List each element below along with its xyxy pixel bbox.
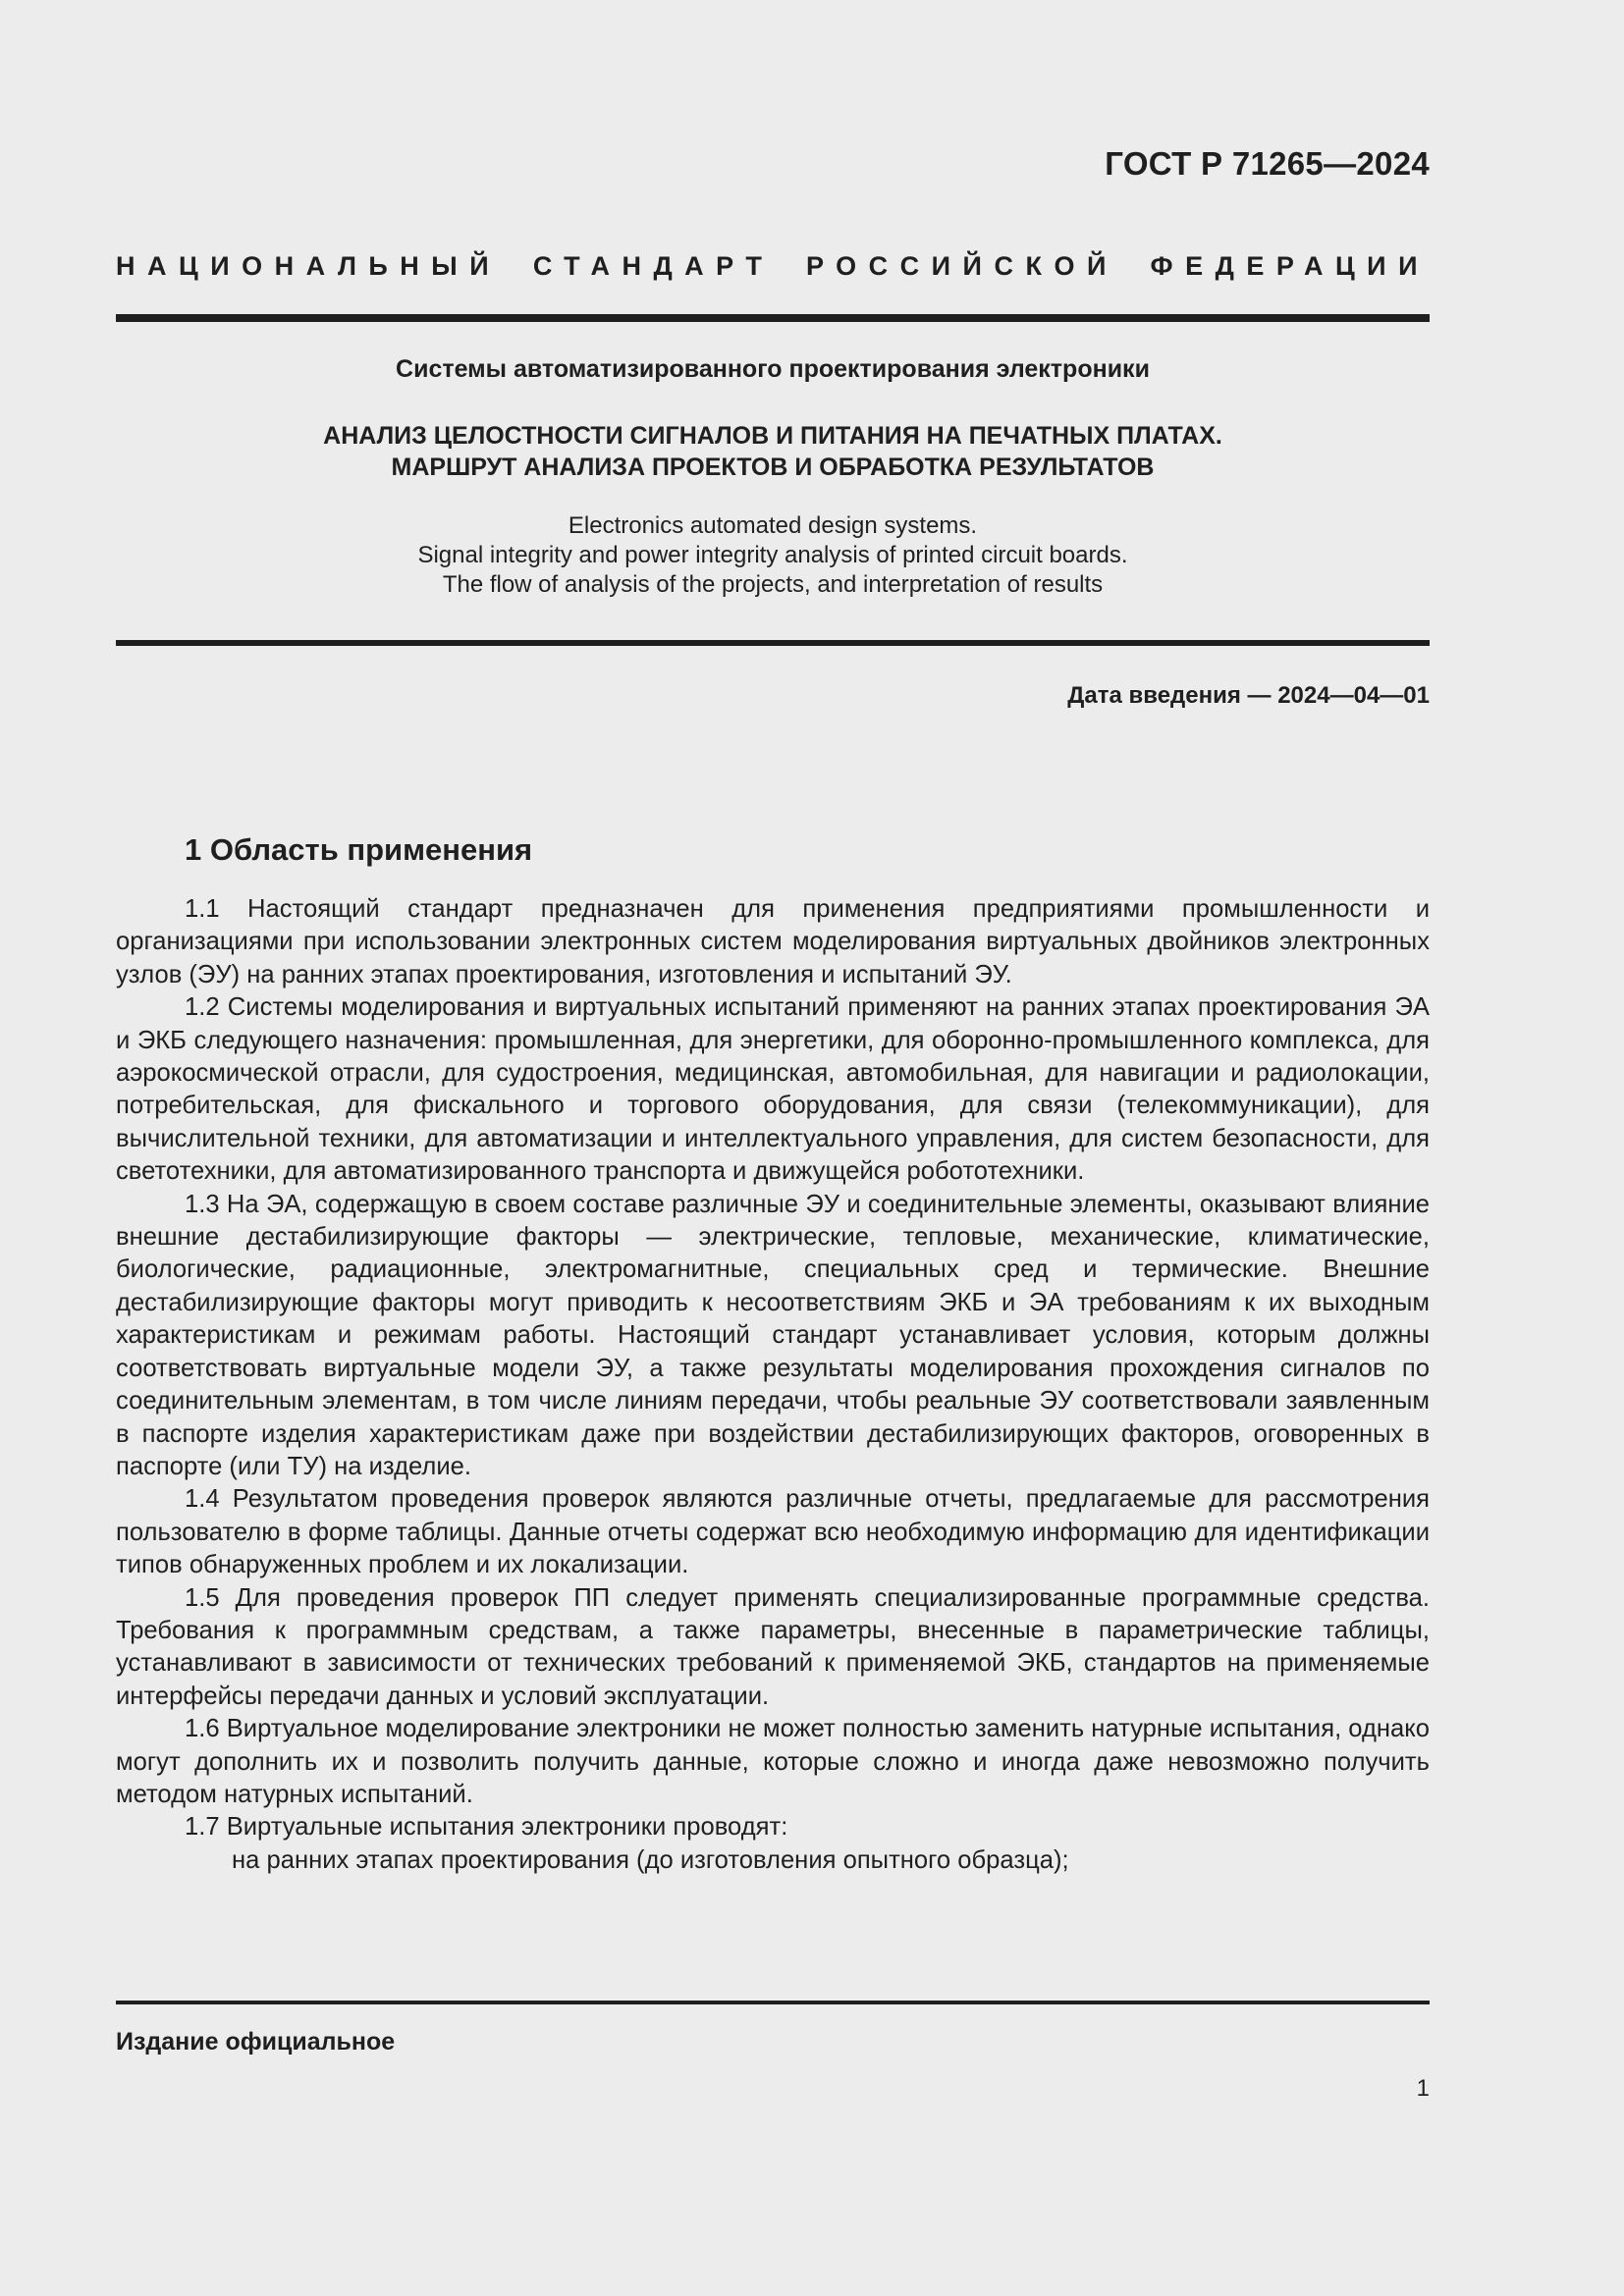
official-edition-label: Издание официальное [116,2028,396,2056]
section-heading: 1 Область применения [185,832,533,867]
introduction-date: Дата введения — 2024—04—01 [1067,682,1430,709]
top-divider [116,314,1430,322]
paragraph-1-2: 1.2 Системы моделирования и виртуальных испытаний применяют на ранних этапах проектирования ЭА и ЭКБ следующего назначения: промышленная, для энергетики, для оборонно-промышленного комплекса, для аэрокосмической отрасли, для судостроения, медицинская, автомобильная, для навигации и радиолокации, потребительская, для фискального и торгового оборудования, для связи (телекоммуникации), для вычислительной техники, для автоматизации и интеллектуального управления, для систем безопасности, для светотехники, для автоматизированного транспорта и движущейся робототехники. [116,993,1430,1186]
title-en-line: The flow of analysis of the projects, and interpretation of results [442,571,1104,598]
paragraph-1-3: 1.3 На ЭА, содержащую в своем составе различные ЭУ и соединительные элементы, оказывают влияние внешние дестабилизирующие факторы — электрические, тепловые, механические, климатические, биологические, радиационные, электромагнитные, специальных сред и термические. Внешние дестабилизирующие факторы могут приводить к несоответствиям ЭКБ и ЭА требованиям к их выходным характеристикам и режимам работы. Настоящий стандарт устанавливает условия, которым должны соответствовать виртуальные модели ЭУ, а также результаты моделирования прохождения сигналов по соединительным элементам, в том числе линиям передачи, чтобы реальные ЭУ соответствовали заявленным в паспорте изделия характеристикам даже при воздействии дестабилизирующих факторов, оговоренных в паспорте (или ТУ) на изделие. [116,1190,1430,1480]
national-title-word: РОССИЙСКОЙ [806,251,1118,281]
list-item: на ранних этапах проектирования (до изготовления опытного образца); [232,1845,1069,1874]
paragraph-1-4: 1.4 Результатом проведения проверок являются различные отчеты, предлагаемые для рассмотрения пользователю в форме таблицы. Данные отчеты содержат всю необходимую информацию для идентификации типов обнаруженных проблем и их локализации. [116,1485,1430,1579]
title-ru-line: АНАЛИЗ ЦЕЛОСТНОСТИ СИГНАЛОВ И ПИТАНИЯ НА ПЕЧАТНЫХ ПЛАТАХ. [323,422,1222,450]
title-en-line: Signal integrity and power integrity analysis of printed circuit boards. [417,542,1128,568]
standard-title-russian [116,420,1430,483]
page-number: 1 [1416,2075,1430,2102]
document-page [116,0,1430,2296]
paragraph-1-7: 1.7 Виртуальные испытания электроники проводят: [185,1813,788,1842]
paragraph-1-5: 1.5 Для проведения проверок ПП следует применять специализированные программные средства. Требования к программным средствам, а также параметры, внесенные в параметрические таблицы, устанавливают в зависимости от технических требований к применяемой ЭКБ, стандартов на применяемые интерфейсы передачи данных и условий эксплуатации. [116,1583,1430,1710]
national-title-word: СТАНДАРТ [532,251,775,281]
paragraph-1-6: 1.6 Виртуальное моделирование электроники не может полностью заменить натурные испытания, однако могут дополнить их и позволить получить данные, которые сложно и иногда даже невозможно получить методом натурных испытаний. [116,1715,1430,1808]
standard-title-english [116,511,1430,600]
footer-divider [116,2001,1430,2004]
title-divider [116,640,1430,646]
title-en-line: Electronics automated design systems. [568,512,978,539]
paragraph-1-1: 1.1 Настоящий стандарт предназначен для применения предприятиями промышленности и организациями при использовании электронных систем моделирования виртуальных двойников электронных узлов (ЭУ) на ранних этапах проектирования, изготовления и испытаний ЭУ. [116,895,1430,988]
title-ru-line: МАРШРУТ АНАЛИЗА ПРОЕКТОВ И ОБРАБОТКА РЕЗУЛЬТАТОВ [391,454,1155,481]
national-standard-title [116,251,1430,282]
standard-subject: Системы автоматизированного проектирования электроники [396,355,1150,383]
national-title-word: НАЦИОНАЛЬНЫЙ [116,251,502,281]
national-title-word: ФЕДЕРАЦИИ [1150,251,1430,281]
section-body [116,893,1430,1877]
document-number: ГОСТ Р 71265—2024 [1105,145,1430,182]
